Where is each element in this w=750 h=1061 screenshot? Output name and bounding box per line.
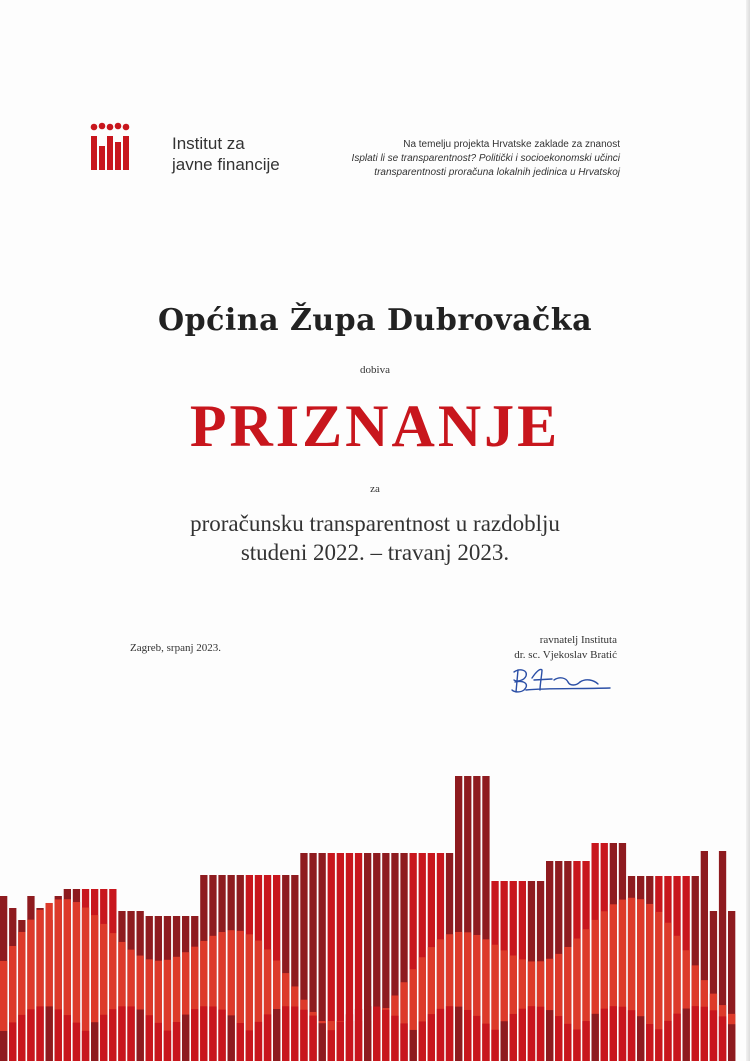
skyline-base-bar <box>218 1010 225 1061</box>
skyline-base-bar <box>437 1009 444 1061</box>
skyline-base-bar <box>237 1023 244 1061</box>
project-note-line1: Na temelju projekta Hrvatske zaklade za znanost <box>403 139 620 150</box>
project-note-line2: Isplati li se transparentnost? Politički i socioekonomski učinci <box>351 153 620 164</box>
skyline-base-bar <box>391 1016 398 1061</box>
skyline-base-bar <box>728 1024 735 1061</box>
skyline-base-bar <box>18 1015 25 1061</box>
skyline-base-bar <box>446 1006 453 1061</box>
certificate-title: PRIZNANJE <box>189 393 561 459</box>
skyline-base-bar <box>291 1007 298 1061</box>
skyline-base-bar <box>655 1029 662 1061</box>
skyline-base-bar <box>309 1016 316 1061</box>
skyline-base-bar <box>382 1010 389 1061</box>
skyline-base-bar <box>73 1023 80 1061</box>
skyline-base-bar <box>592 1014 599 1061</box>
skyline-base-bar <box>173 1022 180 1061</box>
skyline-base-bar <box>200 1006 207 1061</box>
handwritten-signature <box>506 664 616 698</box>
skyline-base-bar <box>146 1015 153 1061</box>
institute-name-line2: javne financije <box>172 155 280 174</box>
skyline-base-bar <box>209 1006 216 1061</box>
skyline-base-bar <box>683 1009 690 1061</box>
recipient-name: Općina Župa Dubrovačka <box>157 303 593 338</box>
skyline-base-bar <box>182 1015 189 1061</box>
skyline-base-bar <box>455 1007 462 1061</box>
place-date: Zagreb, srpanj 2023. <box>130 642 222 654</box>
signatory-role: ravnatelj Instituta <box>539 634 617 646</box>
skyline-base-bar <box>255 1022 262 1061</box>
skyline-base-bar <box>137 1010 144 1061</box>
skyline-base-bar <box>664 1021 671 1061</box>
decorative-bar-skyline <box>0 770 746 1061</box>
skyline-base-bar <box>537 1007 544 1061</box>
skyline-base-bar <box>246 1030 253 1061</box>
skyline-base-bar <box>482 1024 489 1061</box>
receives-label: dobiva <box>360 364 390 376</box>
skyline-base-bar <box>546 1010 553 1061</box>
skyline-base-bar <box>646 1024 653 1061</box>
skyline-base-bar <box>464 1010 471 1061</box>
skyline-base-bar <box>328 1030 335 1061</box>
skyline-base-bar <box>319 1023 326 1061</box>
skyline-base-bar <box>0 1031 7 1061</box>
skyline-base-bar <box>118 1006 125 1061</box>
skyline-base-bar <box>628 1010 635 1061</box>
skyline-base-bar <box>82 1031 89 1061</box>
skyline-base-bar <box>710 1010 717 1061</box>
skyline-base-bar <box>46 1006 53 1061</box>
project-note <box>320 138 620 180</box>
skyline-base-bar <box>510 1014 517 1061</box>
skyline-base-bar <box>410 1030 417 1061</box>
skyline-base-bar <box>528 1006 535 1061</box>
skyline-base-bar <box>164 1031 171 1061</box>
skyline-base-bar <box>9 1022 16 1061</box>
skyline-base-bar <box>473 1016 480 1061</box>
skyline-base-bar <box>55 1009 62 1061</box>
award-purpose-line2: studeni 2022. – travanj 2023. <box>240 540 510 565</box>
skyline-base-bar <box>264 1014 271 1061</box>
skyline-base-bar <box>64 1015 71 1061</box>
skyline-base-bar <box>701 1007 708 1061</box>
skyline-base-bar <box>355 1009 362 1061</box>
skyline-base-bar <box>228 1015 235 1061</box>
skyline-base-bar <box>191 1009 198 1061</box>
award-purpose <box>0 509 750 567</box>
skyline-base-bar <box>673 1014 680 1061</box>
skyline-base-bar <box>555 1016 562 1061</box>
skyline-base-bar <box>619 1007 626 1061</box>
signatory-name: dr. sc. Vjekoslav Bratić <box>514 649 617 661</box>
skyline-base-bar <box>127 1006 134 1061</box>
skyline-base-bar <box>400 1023 407 1061</box>
skyline-base-bar <box>373 1007 380 1061</box>
institute-logo-icon <box>90 122 136 172</box>
for-label: za <box>370 483 380 495</box>
skyline-base-bar <box>109 1009 116 1061</box>
institute-name-line1: Institut za <box>172 134 245 153</box>
skyline-base-bar <box>491 1030 498 1061</box>
skyline-base-bar <box>519 1009 526 1061</box>
skyline-base-bar <box>346 1014 353 1061</box>
skyline-base-bar <box>300 1010 307 1061</box>
skyline-base-bar <box>91 1022 98 1061</box>
project-note-line3: transparentnosti proračuna lokalnih jedinica u Hrvatskoj <box>374 167 620 178</box>
skyline-base-bar <box>637 1016 644 1061</box>
skyline-base-bar <box>601 1009 608 1061</box>
skyline-base-bar <box>155 1023 162 1061</box>
skyline-base-bar <box>719 1016 726 1061</box>
skyline-base-bar <box>100 1015 107 1061</box>
skyline-base-bar <box>564 1024 571 1061</box>
skyline-base-bar <box>610 1006 617 1061</box>
skyline-base-bar <box>27 1009 34 1061</box>
skyline-base-bar <box>692 1006 699 1061</box>
signatory-block <box>514 633 617 663</box>
skyline-base-bar <box>573 1030 580 1061</box>
skyline-base-bar <box>582 1021 589 1061</box>
award-purpose-line1: proračunsku transparentnost u razdoblju <box>190 511 560 536</box>
skyline-base-bar <box>428 1014 435 1061</box>
skyline-base-bar <box>273 1009 280 1061</box>
skyline-base-bar <box>36 1006 43 1061</box>
skyline-base-bar <box>501 1021 508 1061</box>
skyline-base-bar <box>419 1021 426 1061</box>
skyline-base-bar <box>364 1006 371 1061</box>
skyline-base-bar <box>337 1022 344 1061</box>
institute-name <box>172 133 280 175</box>
skyline-base-bar <box>282 1006 289 1061</box>
